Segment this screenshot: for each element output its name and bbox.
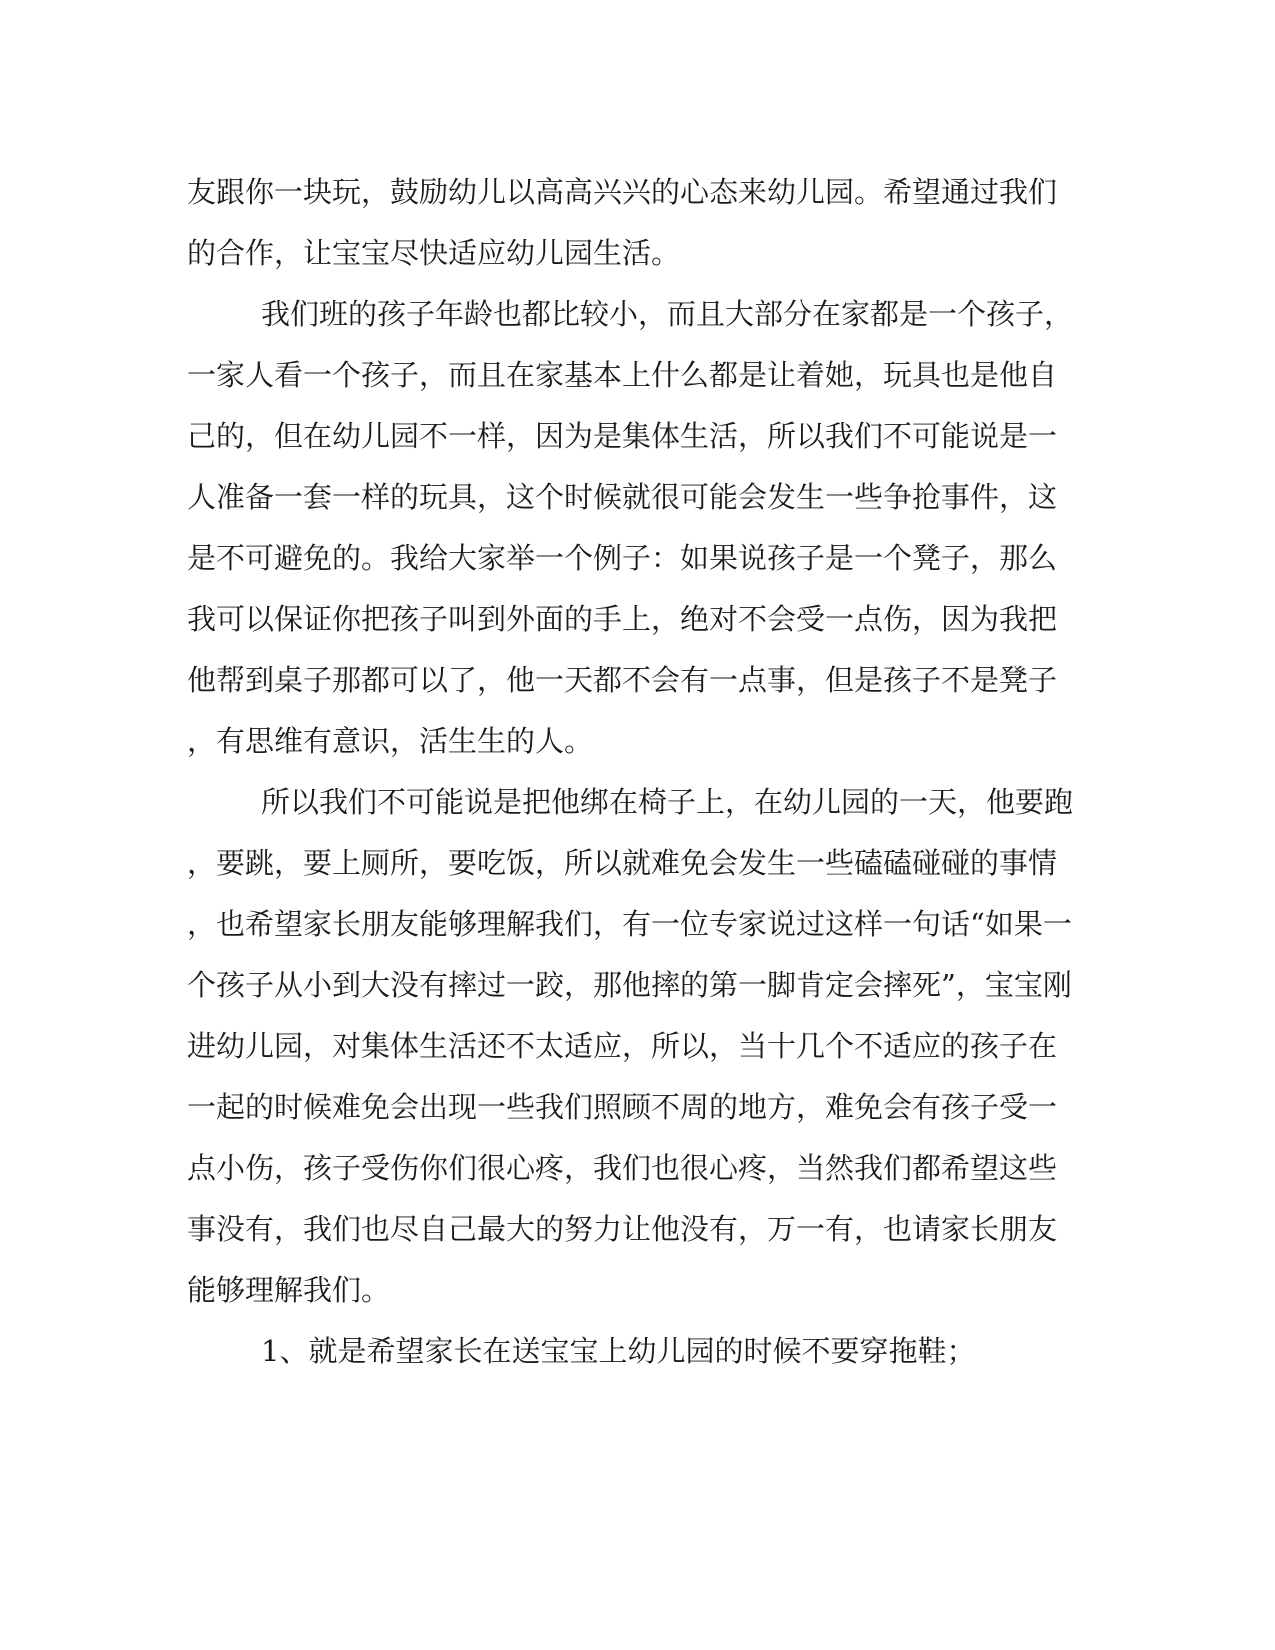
text-line: 己的，但在幼儿园不一样，因为是集体生活，所以我们不可能说是一 [187,419,1058,453]
text-line: ，有思维有意识，活生生的人。 [187,724,594,758]
text-line: 他帮到桌子那都可以了，他一天都不会有一点事，但是孩子不是凳子 [187,663,1058,697]
text-line: 是不可避免的。我给大家举一个例子：如果说孩子是一个凳子，那么 [187,541,1058,575]
text-line: 点小伤，孩子受伤你们很心疼，我们也很心疼，当然我们都希望这些 [187,1151,1058,1185]
paragraph-start-line: 所以我们不可能说是把他绑在椅子上，在幼儿园的一天，他要跑 [261,785,1074,819]
text-line: ，要跳，要上厕所，要吃饭，所以就难免会发生一些磕磕碰碰的事情 [187,846,1058,880]
text-line: 能够理解我们。 [187,1273,391,1307]
text-line: 的合作，让宝宝尽快适应幼儿园生活。 [187,236,681,270]
paragraph-start-line: 我们班的孩子年龄也都比较小，而且大部分在家都是一个孩子， [261,297,1074,331]
list-item-line: 1、就是希望家长在送宝宝上幼儿园的时候不要穿拖鞋； [261,1334,976,1368]
text-line: 事没有，我们也尽自己最大的努力让他没有，万一有，也请家长朋友 [187,1212,1058,1246]
text-line: ，也希望家长朋友能够理解我们，有一位专家说过这样一句话“如果一 [187,907,1072,941]
text-line: 人准备一套一样的玩具，这个时候就很可能会发生一些争抢事件，这 [187,480,1058,514]
text-line: 进幼儿园，对集体生活还不太适应，所以，当十几个不适应的孩子在 [187,1029,1058,1063]
text-line: 一家人看一个孩子，而且在家基本上什么都是让着她，玩具也是他自 [187,358,1058,392]
text-line: 一起的时候难免会出现一些我们照顾不周的地方，难免会有孩子受一 [187,1090,1058,1124]
text-line: 友跟你一块玩，鼓励幼儿以高高兴兴的心态来幼儿园。希望通过我们 [187,175,1058,209]
text-line: 我可以保证你把孩子叫到外面的手上，绝对不会受一点伤，因为我把 [187,602,1058,636]
body-text [187,162,1074,1382]
text-line: 个孩子从小到大没有摔过一跤，那他摔的第一脚肯定会摔死”，宝宝刚 [187,968,1072,1002]
